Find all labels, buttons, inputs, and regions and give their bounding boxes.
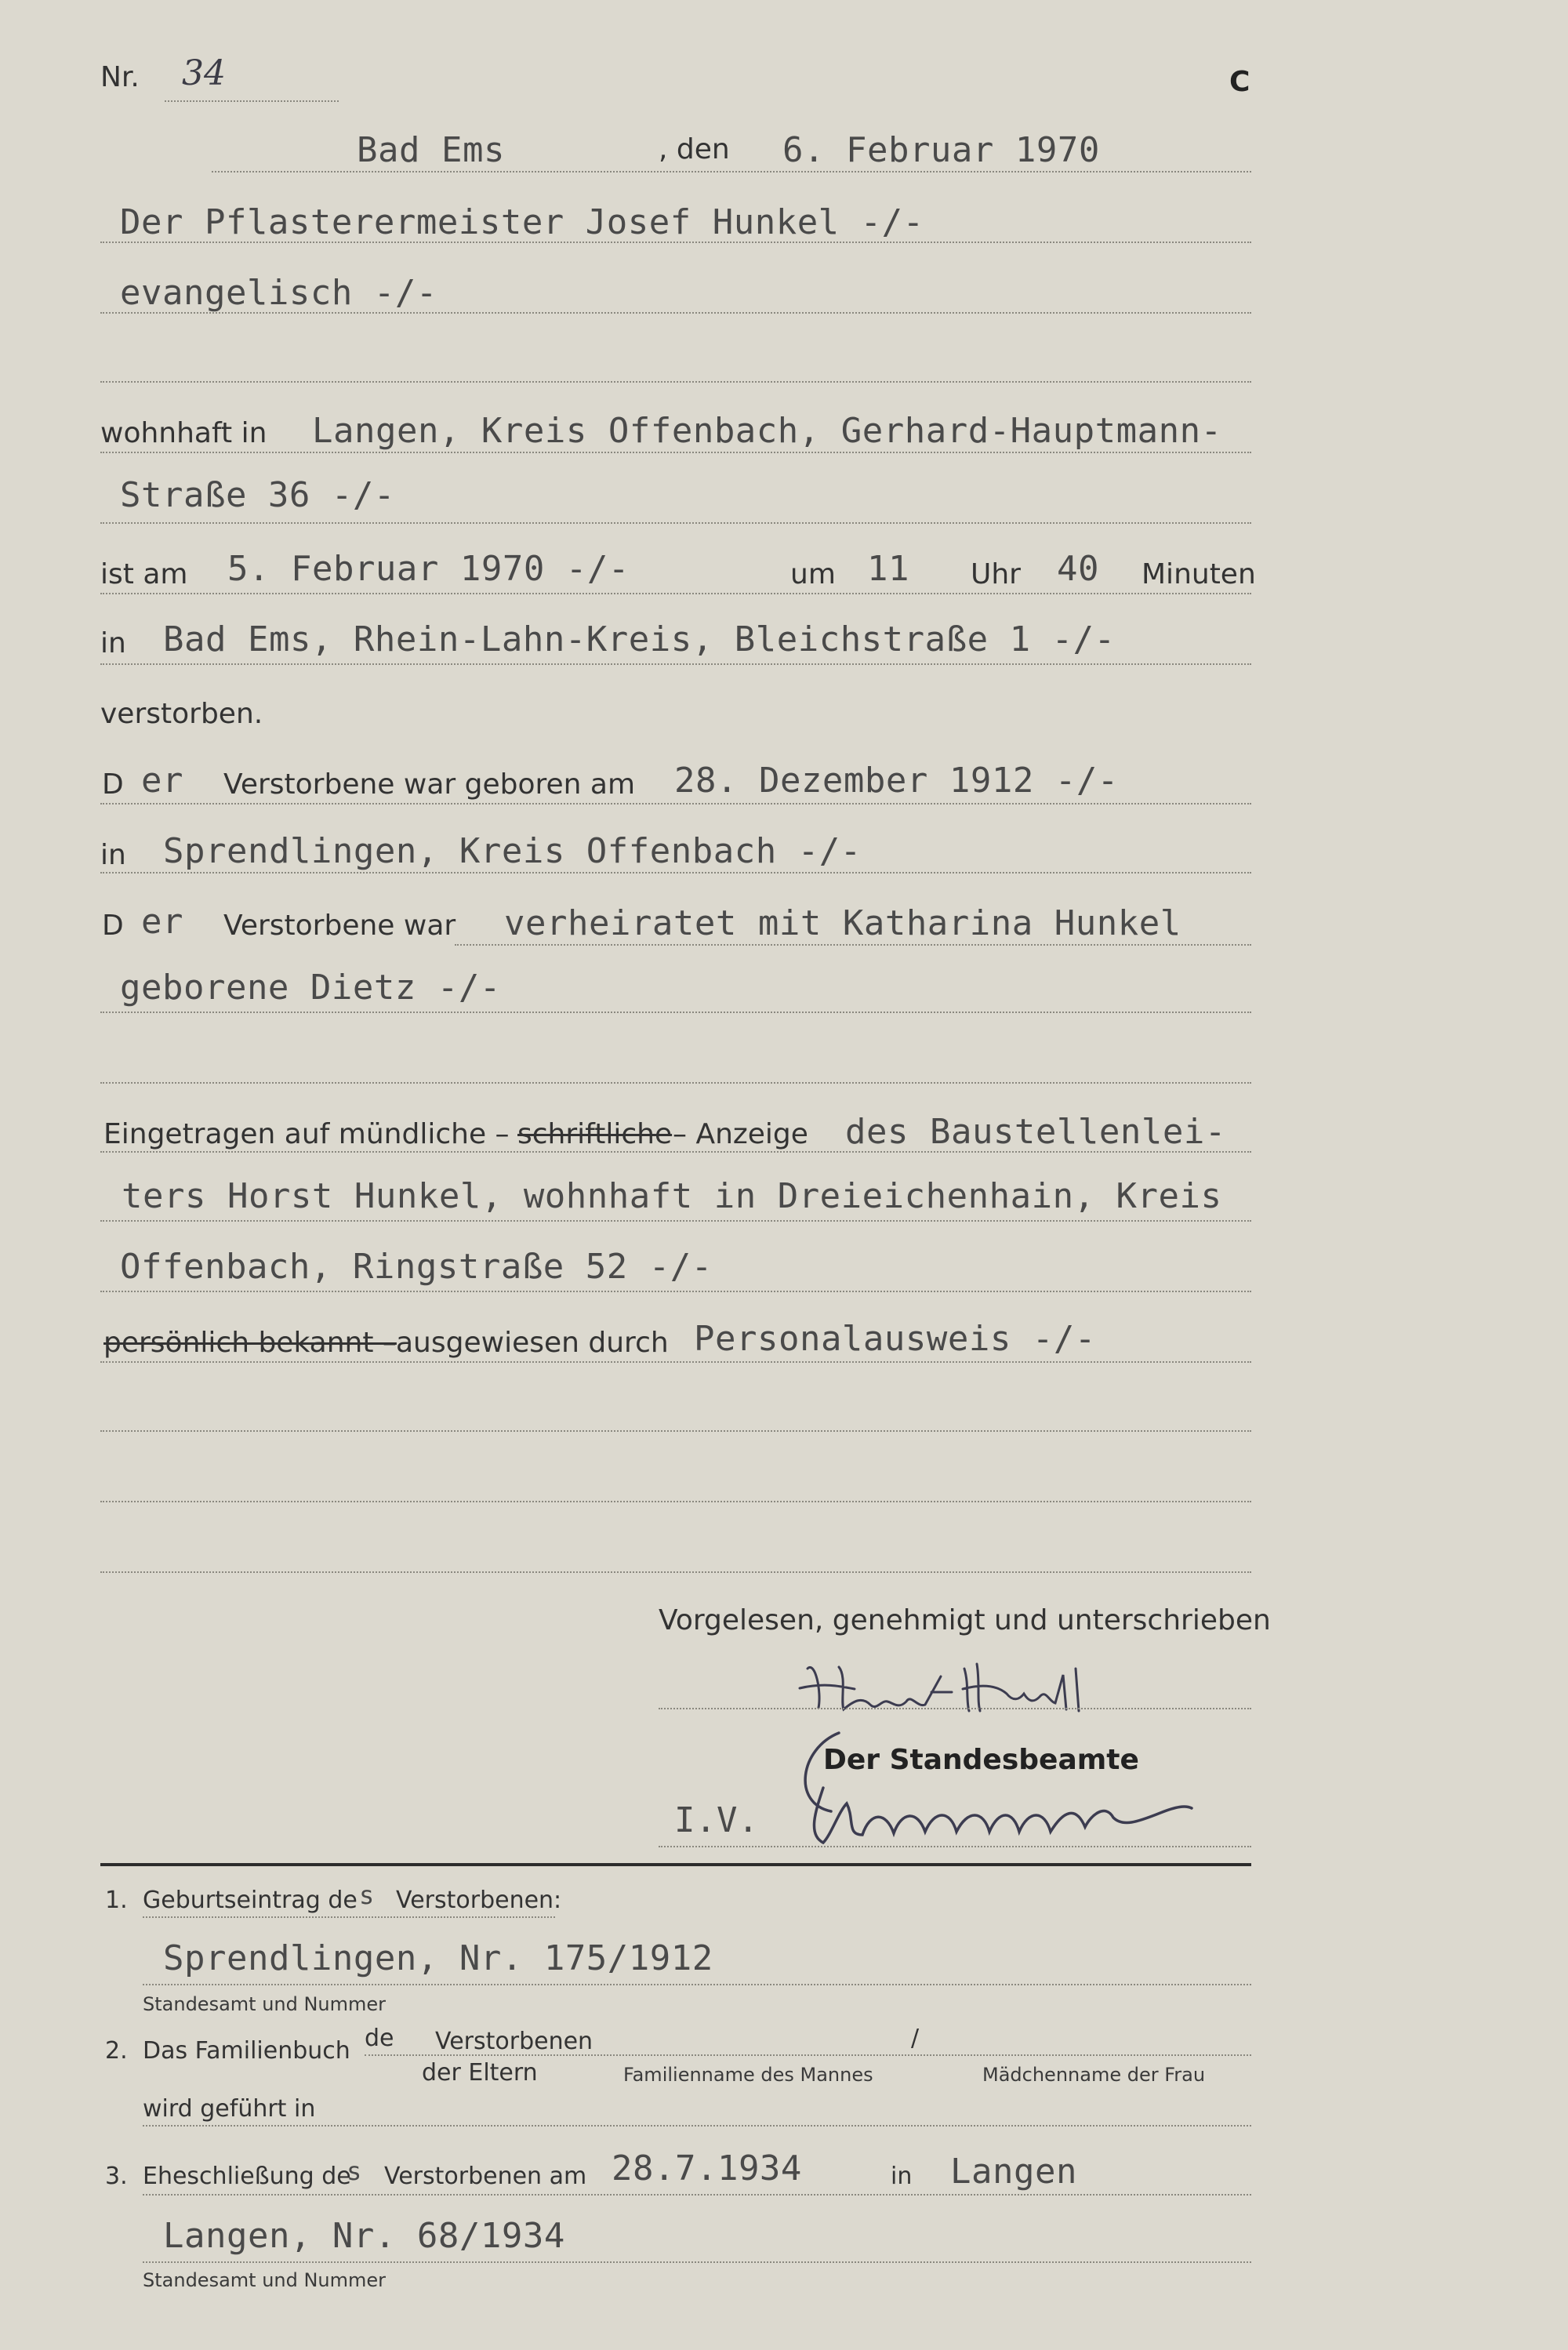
religion-line: [100, 312, 1251, 314]
corner-letter: C: [1229, 66, 1250, 98]
item2-de: de: [365, 2025, 394, 2052]
date-of-birth: 28. Dezember 1912 -/-: [674, 761, 1119, 801]
vorgelesen-label: Vorgelesen, genehmigt und unterschrieben: [659, 1604, 1271, 1636]
marriage-line-1: [455, 944, 1251, 946]
residence-line-2-rule: [100, 522, 1251, 524]
item3-value: Langen, Nr. 68/1934: [163, 2216, 565, 2256]
verstorben-label: verstorben.: [100, 698, 263, 730]
struck-schriftliche: schriftliche: [517, 1118, 673, 1150]
item1-label: Geburtseintrag de: [143, 1887, 358, 1914]
nr-line: [165, 100, 339, 102]
informant-rule-3: [100, 1291, 1251, 1292]
item3-label-2: Verstorbenen am: [384, 2163, 587, 2190]
marital-status-1: verheiratet mit Katharina Hunkel: [504, 903, 1181, 943]
residence-label: wohnhaft in: [100, 417, 267, 449]
date-line: [212, 171, 1251, 173]
nr-label: Nr.: [100, 61, 140, 93]
item2-label: Das Familienbuch: [143, 2037, 350, 2065]
death-date-line: [100, 593, 1251, 594]
item2-caption-man: Familienname des Mannes: [623, 2064, 873, 2086]
blank-line: [100, 381, 1251, 383]
eingetragen-label: Eingetragen auf mündliche –: [103, 1118, 510, 1150]
residence-line-2: Straße 36 -/-: [120, 475, 395, 515]
birth-label: Verstorbene war geboren am: [223, 768, 636, 801]
marital-status-2: geborene Dietz -/-: [120, 968, 501, 1008]
item1-label-rule: [143, 1916, 555, 1918]
hour-of-death: 11: [867, 549, 909, 589]
id-document: Personalausweis -/-: [694, 1319, 1096, 1359]
id-rule: [100, 1361, 1251, 1363]
deceased-name: Der Pflasterermeister Josef Hunkel -/-: [120, 202, 924, 242]
item1-caption: Standesamt und Nummer: [143, 1993, 387, 2015]
item2-verstorbenen: Verstorbenen: [435, 2028, 593, 2055]
minuten-label: Minuten: [1142, 558, 1256, 590]
religion: evangelisch -/-: [120, 273, 437, 313]
blank-line-3: [100, 1430, 1251, 1432]
birth-date-line: [100, 803, 1251, 805]
item1-value: Sprendlingen, Nr. 175/1912: [163, 1938, 713, 1978]
item3-rule: [143, 2194, 1251, 2196]
birth-er-suffix: er: [141, 761, 183, 801]
struck-persoenlich-bekannt: persönlich bekannt –: [103, 1327, 397, 1359]
item3-place: Langen: [950, 2152, 1077, 2192]
date-of-death: 5. Februar 1970 -/-: [227, 549, 630, 589]
item3-s: s: [347, 2156, 362, 2186]
place-of-death: Bad Ems, Rhein-Lahn-Kreis, Bleichstraße 1 -/-: [163, 619, 1116, 659]
marriage-label: Verstorbene war: [223, 910, 456, 942]
informant-rule-2: [100, 1220, 1251, 1222]
item1-value-rule: [143, 1984, 1251, 1985]
ist-am-label: ist am: [100, 558, 188, 590]
residence-line-1-rule: [100, 452, 1251, 453]
nr-value: 34: [182, 53, 226, 93]
blank-line-2: [100, 1082, 1251, 1084]
informant-signature-line: [659, 1708, 1251, 1709]
place-of-office: Bad Ems: [357, 130, 505, 170]
item3-label: Eheschließung de: [143, 2163, 351, 2190]
uhr-label: Uhr: [971, 558, 1021, 590]
marriage-line-2: [100, 1012, 1251, 1013]
item3-caption: Standesamt und Nummer: [143, 2269, 387, 2291]
birth-place-line: [100, 872, 1251, 874]
item3-date: 28.7.1934: [612, 2148, 802, 2188]
marriage-d-label: D: [102, 910, 124, 942]
item1-number: 1.: [105, 1887, 128, 1914]
item2-gefuehrt: wird geführt in: [143, 2095, 316, 2123]
marriage-er-suffix: er: [141, 902, 183, 942]
official-signature-line: [659, 1846, 1251, 1847]
residence-line-1: Langen, Kreis Offenbach, Gerhard-Hauptmann-: [312, 411, 1222, 451]
informant-line-3: Offenbach, Ringstraße 52 -/-: [120, 1247, 713, 1287]
iv-label: I.V.: [674, 1800, 759, 1840]
name-line: [100, 242, 1251, 243]
item2-caption-woman: Mädchenname der Frau: [982, 2064, 1206, 2086]
death-in-label: in: [100, 627, 126, 659]
item3-in: in: [891, 2163, 913, 2190]
informant-rule-1: [100, 1151, 1251, 1153]
item1-label-2: Verstorbenen:: [396, 1887, 562, 1914]
minutes-of-death: 40: [1057, 549, 1099, 589]
anzeige-label: – Anzeige: [673, 1118, 808, 1150]
death-place-line: [100, 663, 1251, 665]
blank-line-5: [100, 1571, 1251, 1573]
ausgewiesen-label: ausgewiesen durch: [396, 1327, 669, 1359]
item2-number: 2.: [105, 2037, 128, 2065]
footer-separator: [100, 1863, 1251, 1866]
document-date: 6. Februar 1970: [782, 130, 1100, 170]
item2-rule: [365, 2054, 1251, 2056]
birth-in-label: in: [100, 839, 126, 871]
um-label: um: [790, 558, 836, 590]
item3-value-rule: [143, 2261, 1251, 2263]
den-label: , den: [659, 133, 730, 165]
item3-number: 3.: [105, 2163, 128, 2190]
place-of-birth: Sprendlingen, Kreis Offenbach -/-: [163, 831, 862, 871]
informant-line-1: des Baustellenlei-: [845, 1112, 1226, 1152]
informant-line-2: ters Horst Hunkel, wohnhaft in Dreieichenhain, Kreis: [122, 1176, 1222, 1216]
item2-gefuehrt-rule: [143, 2125, 1251, 2127]
item1-s: s: [359, 1880, 375, 1910]
item2-slash: /: [911, 2025, 920, 2052]
item2-eltern: der Eltern: [422, 2059, 538, 2087]
birth-d-label: D: [102, 768, 124, 801]
blank-line-4: [100, 1501, 1251, 1502]
standesbeamte-label: Der Standesbeamte: [823, 1744, 1139, 1776]
